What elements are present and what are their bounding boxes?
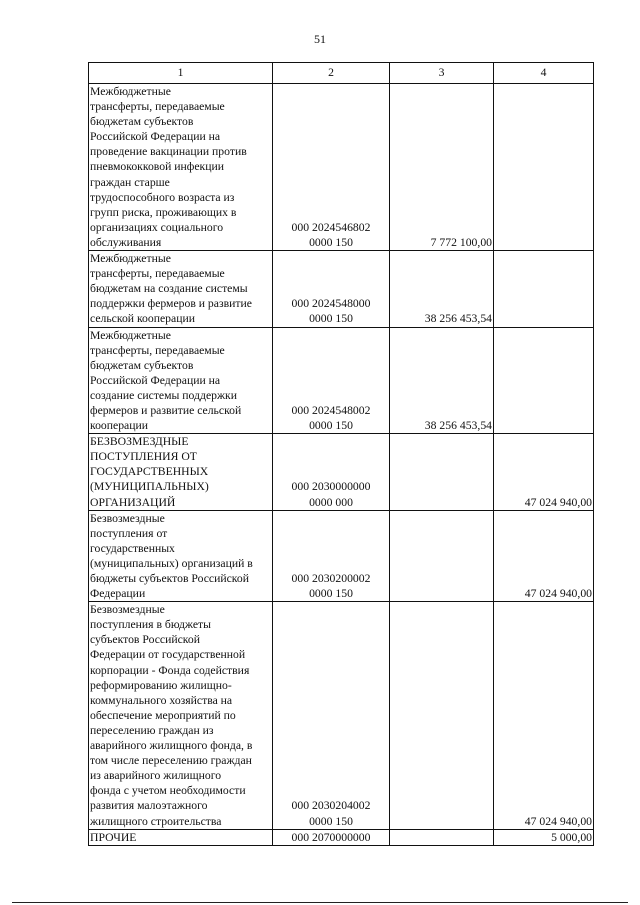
row-amount-3: 38 256 453,54 — [390, 327, 494, 434]
row-amount-3: 38 256 453,54 — [390, 251, 494, 327]
row-code: 000 2030000000 0000 000 — [273, 434, 390, 510]
table-row — [89, 327, 594, 434]
row-code: 000 2030204002 0000 150 — [273, 602, 390, 829]
row-amount-3 — [390, 829, 494, 845]
row-amount-4: 5 000,00 — [494, 829, 594, 845]
row-amount-4: 47 024 940,00 — [494, 510, 594, 602]
row-amount-3 — [390, 434, 494, 510]
row-code: 000 2024546802 0000 150 — [273, 84, 390, 251]
table-row — [89, 602, 594, 829]
row-name: Межбюджетные трансферты, передаваемые бюджетам субъектов Российской Федерации на создание системы поддержки фермеров и развитие сельской кооперации — [89, 327, 273, 434]
table-header-row — [89, 63, 594, 84]
row-amount-4: 47 024 940,00 — [494, 602, 594, 829]
row-name: Межбюджетные трансферты, передаваемые бюджетам субъектов Российской Федерации на проведение вакцинации против пневмококковой инфекции граждан старше трудоспособного возраста из групп риска, проживающих в организациях социального обслуживания — [89, 84, 273, 251]
budget-table — [88, 62, 594, 846]
row-amount-4: 47 024 940,00 — [494, 434, 594, 510]
column-header-3: 3 — [390, 63, 494, 84]
page-number: 51 — [314, 32, 326, 46]
row-amount-3: 7 772 100,00 — [390, 84, 494, 251]
row-code: 000 2070000000 — [273, 829, 390, 845]
table-row — [89, 510, 594, 602]
row-name: БЕЗВОЗМЕЗДНЫЕ ПОСТУПЛЕНИЯ ОТ ГОСУДАРСТВЕННЫХ (МУНИЦИПАЛЬНЫХ) ОРГАНИЗАЦИЙ — [89, 434, 273, 510]
row-amount-3 — [390, 602, 494, 829]
row-amount-3 — [390, 510, 494, 602]
row-name: Межбюджетные трансферты, передаваемые бюджетам на создание системы поддержки фермеров и развитие сельской кооперации — [89, 251, 273, 327]
row-name: Безвозмездные поступления в бюджеты субъектов Российской Федерации от государственной корпорации - Фонда содействия реформированию жилищно- коммунального хозяйства на обеспечение мероприятий по переселению граждан из аварийного жилищного фонда, в том числе переселению граждан из аварийного жилищного фонда с учетом необходимости развития малоэтажного жилищного строительства — [89, 602, 273, 829]
row-amount-4 — [494, 84, 594, 251]
column-header-1: 1 — [89, 63, 273, 84]
row-code: 000 2024548000 0000 150 — [273, 251, 390, 327]
row-amount-4 — [494, 327, 594, 434]
page-bottom-edge — [12, 902, 628, 903]
row-code: 000 2030200002 0000 150 — [273, 510, 390, 602]
row-code: 000 2024548002 0000 150 — [273, 327, 390, 434]
table-row — [89, 434, 594, 510]
table-row — [89, 84, 594, 251]
table-row — [89, 251, 594, 327]
row-amount-4 — [494, 251, 594, 327]
row-name: ПРОЧИЕ — [89, 829, 273, 845]
row-name: Безвозмездные поступления от государственных (муниципальных) организаций в бюджеты субъектов Российской Федерации — [89, 510, 273, 602]
column-header-4: 4 — [494, 63, 594, 84]
table-row — [89, 829, 594, 845]
column-header-2: 2 — [273, 63, 390, 84]
